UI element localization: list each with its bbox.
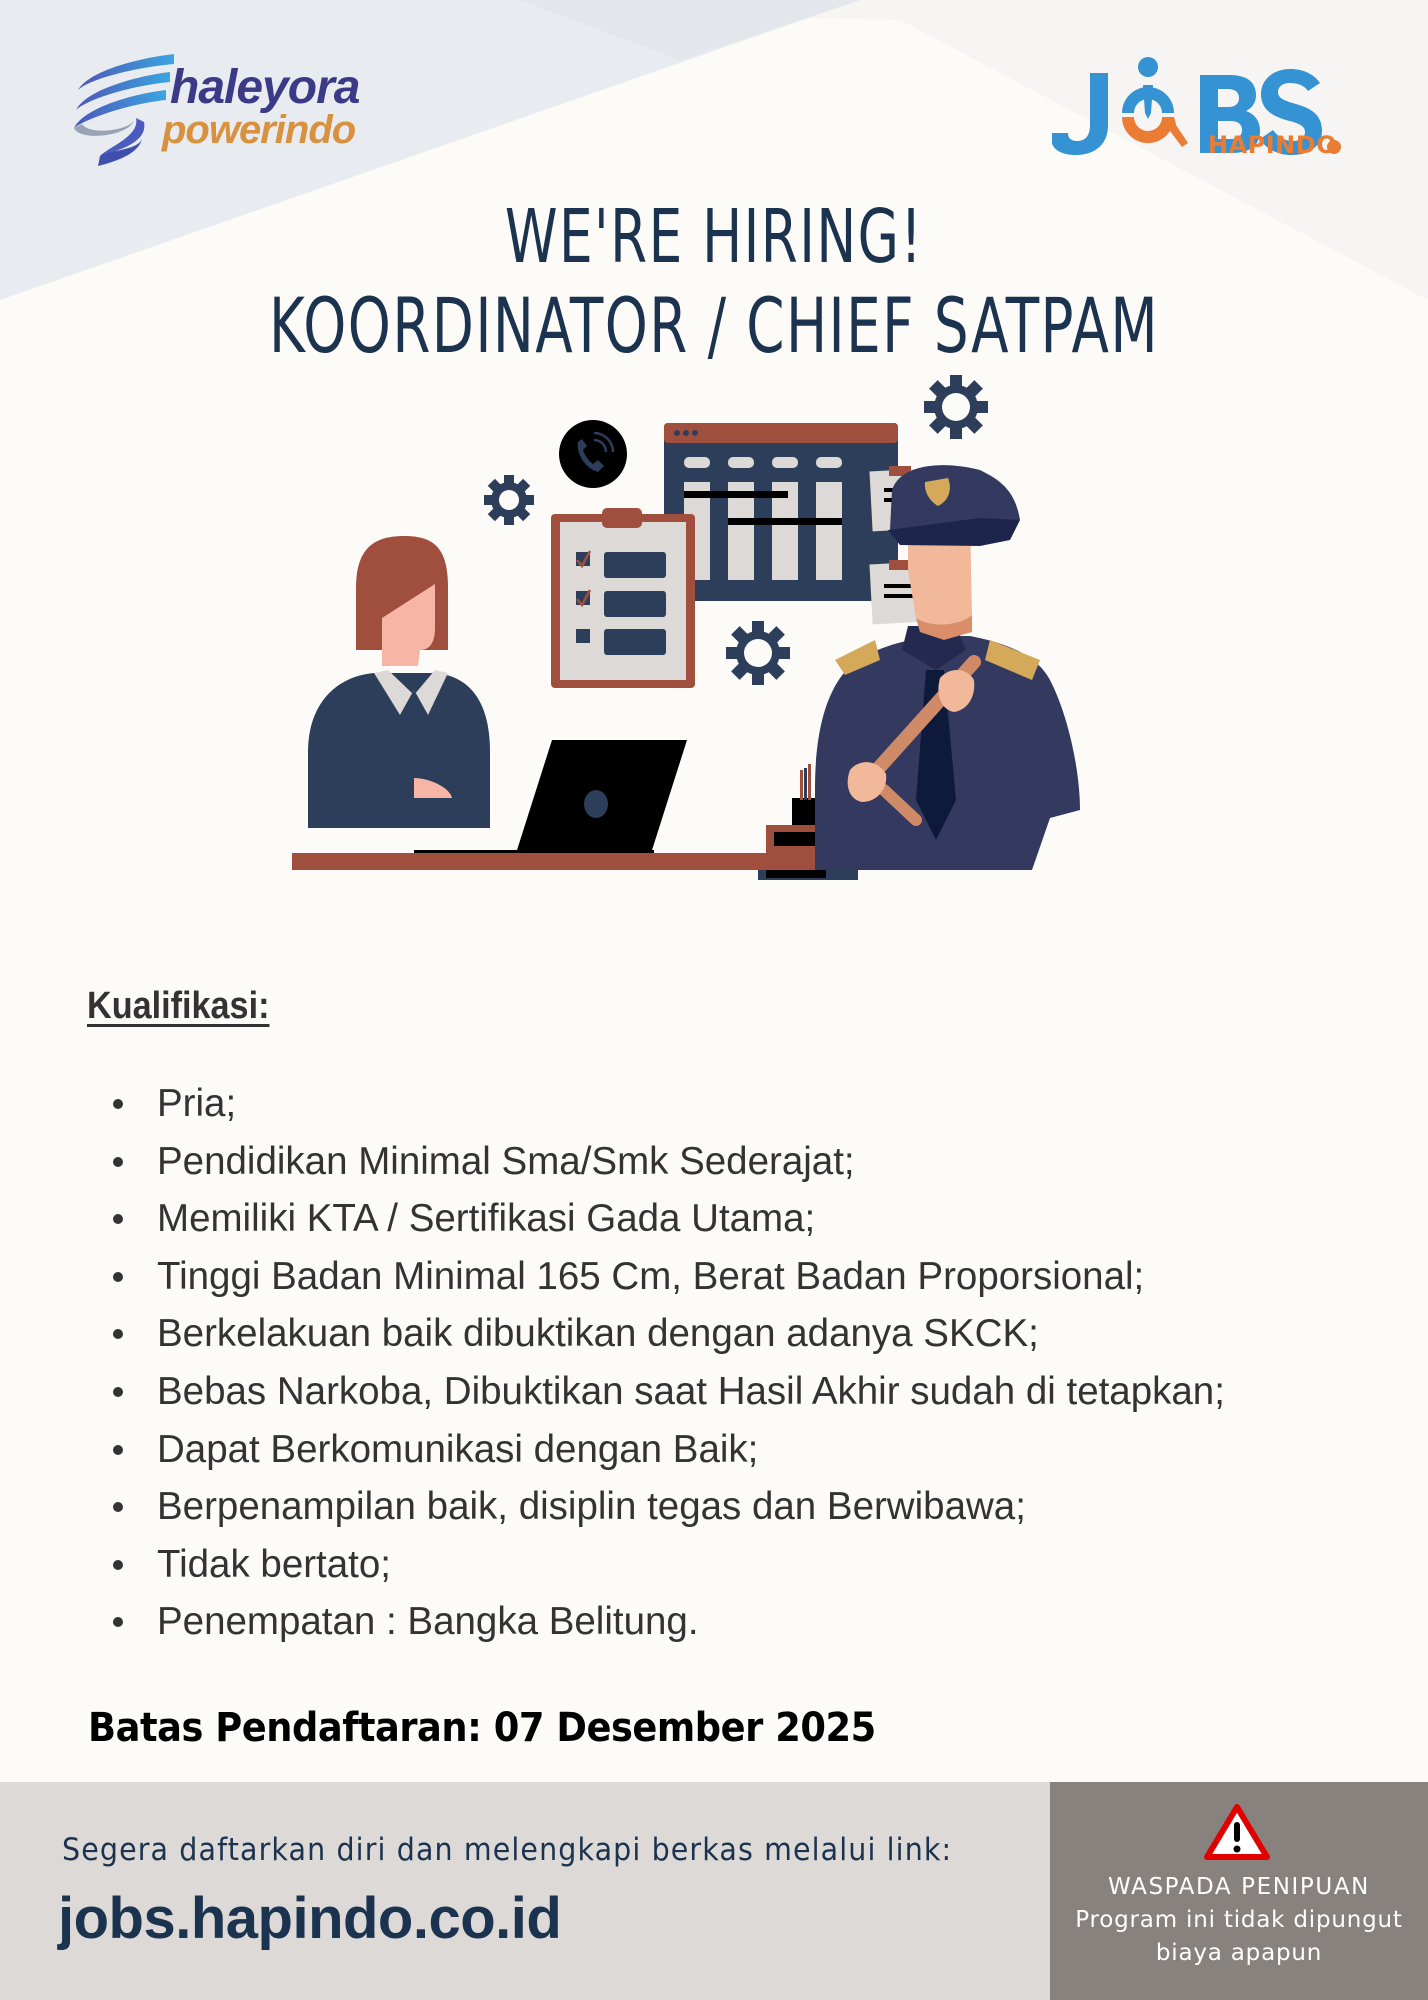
woman-figure [308,536,490,828]
warning-triangle-icon [1204,1804,1270,1860]
list-item: Tidak bertato; [157,1536,1225,1594]
qualifications-heading: Kualifikasi: [87,985,270,1027]
job-title: KOORDINATOR / CHIEF SATPAM [268,281,1160,370]
gear-icon [924,375,988,439]
bullet-icon [113,1617,123,1627]
registration-deadline: Batas Pendaftaran: 07 Desember 2025 [88,1705,876,1751]
dashboard-window [664,423,898,601]
clipboard-checklist [551,508,695,688]
qualifications-list [87,1075,1225,1651]
haleyora-powerindo-logo [70,50,380,170]
fraud-warning-panel [1050,1782,1428,2000]
gear-icon [726,621,790,685]
list-item: Pria; [157,1075,1225,1133]
list-item: Berpenampilan baik, disiplin tegas dan Berwibawa; [157,1478,1225,1536]
list-item: Memiliki KTA / Sertifikasi Gada Utama; [157,1190,1225,1248]
bullet-icon [113,1502,123,1512]
jobs-hapindo-logo [1050,55,1350,165]
hiring-illustration [280,370,1140,880]
list-item: Pendidikan Minimal Sma/Smk Sederajat; [157,1133,1225,1191]
bullet-icon [113,1272,123,1282]
list-item: Berkelakuan baik dibuktikan dengan adanya SKCK; [157,1305,1225,1363]
bullet-icon [113,1214,123,1224]
list-item: Dapat Berkomunikasi dengan Baik; [157,1421,1225,1479]
bullet-icon [113,1445,123,1455]
fraud-warning-body: Program ini tidak dipungut biaya apapun [1075,1907,1403,1966]
hiring-headline: WE'RE HIRING! [504,194,924,280]
haleyora-wordmark: haleyora [170,61,360,114]
bullet-icon [113,1560,123,1570]
hapindo-wordmark: HAPINDO [1208,131,1338,159]
bullet-icon [113,1157,123,1167]
fraud-warning-title: WASPADA PENIPUAN [1108,1874,1370,1900]
footer-cta-panel [0,1782,1050,2000]
phone-icon [559,420,627,488]
bullet-icon [113,1099,123,1109]
registration-link[interactable]: jobs.hapindo.co.id [58,1886,562,1951]
list-item: Tinggi Badan Minimal 165 Cm, Berat Badan Proporsional; [157,1248,1225,1306]
bullet-icon [113,1329,123,1339]
powerindo-wordmark: powerindo [162,108,356,152]
bullet-icon [113,1387,123,1397]
cta-text: Segera daftarkan diri dan melengkapi berkas melalui link: [62,1832,953,1868]
list-item: Bebas Narkoba, Dibuktikan saat Hasil Akhir sudah di tetapkan; [157,1363,1225,1421]
list-item: Penempatan : Bangka Belitung. [157,1593,1225,1651]
gear-icon [484,475,534,525]
